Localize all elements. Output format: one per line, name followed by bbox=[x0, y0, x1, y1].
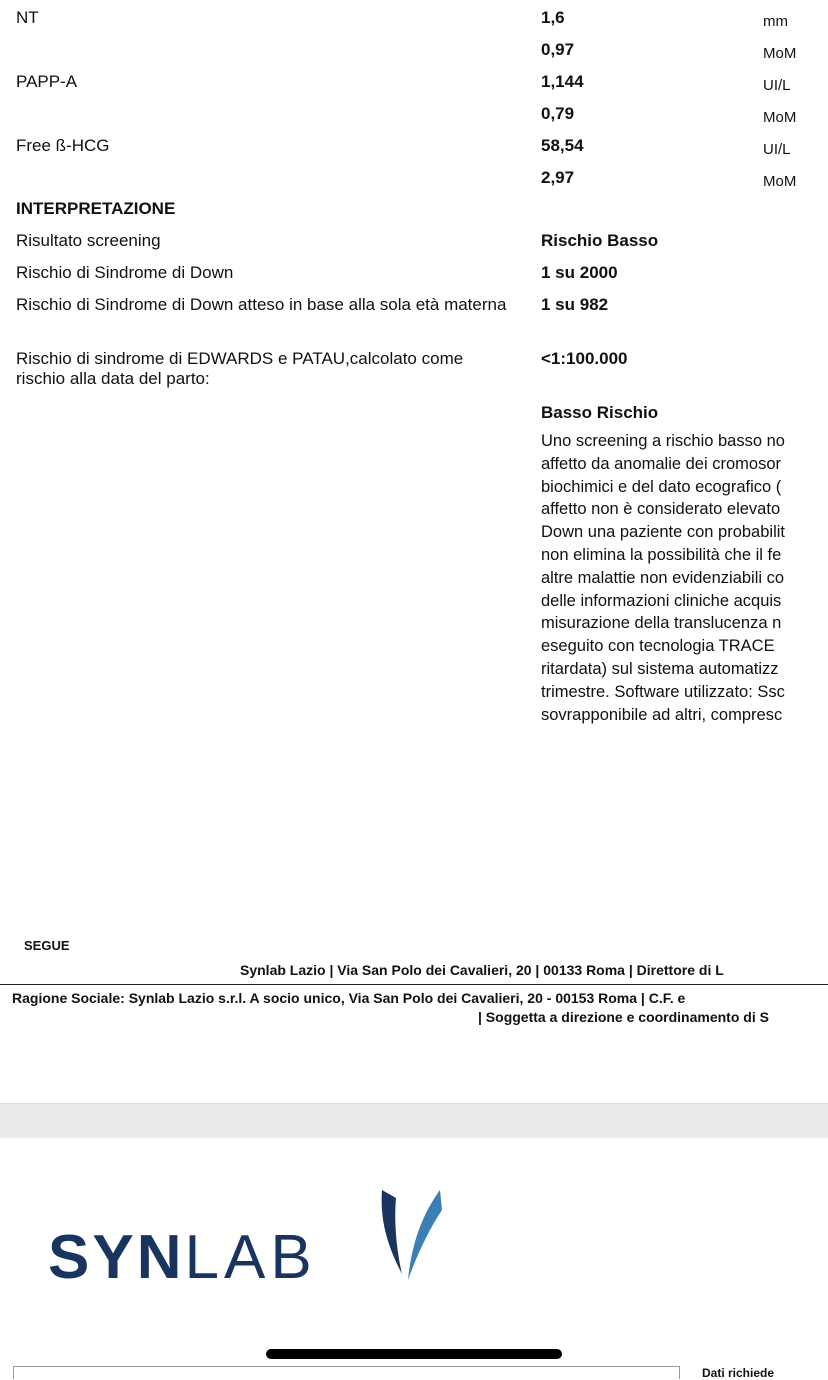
risk-note-line: biochimici e del dato ecografico ( bbox=[541, 477, 782, 496]
measurement-row bbox=[0, 168, 828, 200]
footer-divider bbox=[0, 984, 828, 985]
interpretation-value: <1:100.000 bbox=[541, 349, 628, 368]
risk-note-line: delle informazioni cliniche acquis bbox=[541, 591, 782, 610]
risk-note-text bbox=[541, 430, 828, 726]
risk-note-line: affetto da anomalie dei cromosor bbox=[541, 454, 781, 473]
measurement-label: NT bbox=[16, 8, 39, 27]
measurement-value: 2,97 bbox=[541, 168, 575, 187]
footer-company-info-cont: | Soggetta a direzione e coordinamento di S bbox=[478, 1009, 769, 1025]
measurement-value: 1,6 bbox=[541, 8, 565, 27]
page-separator bbox=[0, 1103, 828, 1139]
footer-address: Synlab Lazio | Via San Polo dei Cavalieri, 20 | 00133 Roma | Direttore di L bbox=[240, 962, 724, 978]
interpretation-label: Rischio di Sindrome di Down bbox=[16, 263, 234, 282]
logo-text-bold: SYN bbox=[48, 1223, 185, 1292]
measurement-row bbox=[0, 40, 828, 72]
measurement-unit: MoM bbox=[763, 45, 797, 62]
risk-note-line: affetto non è considerato elevato bbox=[541, 500, 781, 519]
interpretation-label: Rischio di sindrome di EDWARDS e PATAU,calcolato come rischio alla data del parto: bbox=[16, 349, 464, 388]
risk-note-line: Down una paziente con probabilit bbox=[541, 523, 785, 542]
interpretation-label: Risultato screening bbox=[16, 231, 161, 250]
requester-label: Dati richiede bbox=[702, 1366, 775, 1380]
measurement-unit: MoM bbox=[763, 109, 797, 126]
home-indicator[interactable] bbox=[266, 1349, 562, 1359]
interpretation-value: 1 su 982 bbox=[541, 295, 609, 314]
risk-note-line: misurazione della translucenza n bbox=[541, 614, 782, 633]
interpretation-value: Rischio Basso bbox=[541, 231, 659, 250]
measurement-unit: mm bbox=[763, 13, 788, 30]
interpretation-value: 1 su 2000 bbox=[541, 263, 618, 282]
measurement-unit: UI/L bbox=[763, 77, 791, 94]
measurement-unit: MoM bbox=[763, 173, 797, 190]
risk-note-title: Basso Rischio bbox=[541, 403, 659, 422]
interpretation-title: INTERPRETAZIONE bbox=[16, 199, 176, 218]
measurement-row bbox=[0, 136, 828, 168]
synlab-logo bbox=[48, 1188, 468, 1298]
risk-note-line: Uno screening a rischio basso no bbox=[541, 432, 785, 450]
measurement-label: Free ß-HCG bbox=[16, 136, 110, 155]
logo-wordmark bbox=[48, 1222, 317, 1293]
risk-note-line: ritardata) sul sistema automatizz bbox=[541, 659, 779, 678]
footer-company-info: Ragione Sociale: Synlab Lazio s.r.l. A socio unico, Via San Polo dei Cavalieri, 20 - 00153 Roma | C.F. e bbox=[12, 990, 686, 1006]
risk-note-line: eseguito con tecnologia TRACE bbox=[541, 637, 775, 656]
logo-mark-icon bbox=[374, 1188, 444, 1288]
risk-note-line: non elimina la possibilità che il fe bbox=[541, 545, 782, 564]
logo-text-light: LAB bbox=[184, 1223, 317, 1292]
continue-marker: SEGUE bbox=[24, 938, 70, 953]
risk-note-line: altre malattie non evidenziabili co bbox=[541, 568, 785, 587]
measurement-value: 58,54 bbox=[541, 136, 584, 155]
measurement-row bbox=[0, 8, 828, 40]
risk-note-line: trimestre. Software utilizzato: Ssc bbox=[541, 682, 785, 701]
measurement-value: 0,97 bbox=[541, 40, 575, 59]
measurement-label: PAPP-A bbox=[16, 72, 78, 91]
interpretation-label: Rischio di Sindrome di Down atteso in base alla sola età materna bbox=[16, 295, 507, 314]
risk-note-line: sovrapponibile ad altri, compresc bbox=[541, 705, 783, 724]
patient-info-box bbox=[13, 1366, 680, 1379]
measurement-value: 0,79 bbox=[541, 104, 575, 123]
measurement-value: 1,144 bbox=[541, 72, 584, 91]
measurement-row bbox=[0, 104, 828, 136]
measurement-row bbox=[0, 72, 828, 104]
measurement-unit: UI/L bbox=[763, 141, 791, 158]
